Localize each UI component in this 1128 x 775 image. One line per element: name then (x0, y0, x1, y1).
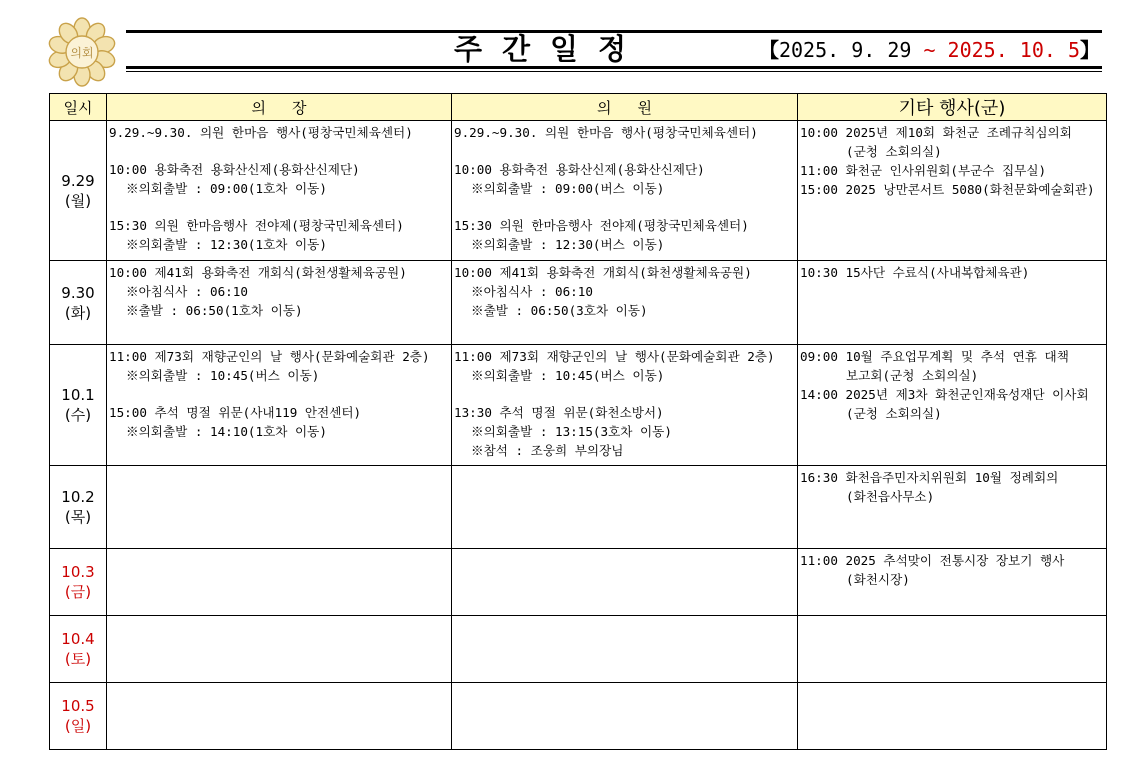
other-events-cell (798, 261, 1107, 345)
weekday-label: (화) (64, 303, 92, 322)
schedule-line: 10:00 용화축전 용화산신제(용화산신제단) (109, 162, 360, 177)
schedule-line (109, 198, 451, 216)
schedule-line: 10:00 제41회 용화축전 개회식(화천생활체육공원) (454, 265, 752, 280)
council-seal-icon (46, 16, 118, 88)
schedule-line: ※의회출발 : 09:00(1호차 이동) (126, 181, 327, 196)
schedule-line: ※아침식사 : 06:10 (471, 284, 593, 299)
schedule-body (50, 121, 1107, 750)
schedule-line: 11:00 제73회 재향군인의 날 행사(문화예술회관 2층) (109, 349, 430, 364)
table-row (50, 466, 1107, 549)
schedule-line: ※의회출발 : 13:15(3호차 이동) (471, 424, 672, 439)
seal-text: 의회 (70, 46, 94, 60)
schedule-line: 10:00 용화축전 용화산신제(용화산신제단) (454, 162, 705, 177)
chair-schedule-cell (107, 345, 452, 466)
header-row (50, 94, 1107, 121)
member-schedule-cell (452, 345, 798, 466)
date-value: 10.5 (61, 697, 95, 715)
period-end: 2025. 10. 5 (947, 38, 1080, 62)
period-close-bracket: 】 (1080, 38, 1100, 62)
member-schedule-cell (452, 466, 798, 549)
schedule-line: 09:00 10월 주요업무계획 및 추석 연휴 대책 (800, 349, 1069, 364)
member-schedule-cell (452, 616, 798, 683)
member-schedule-cell (452, 121, 798, 261)
schedule-line: 14:00 2025년 제3차 화천군인재육성재단 이사회 (800, 387, 1089, 402)
weekday-label: (금) (64, 583, 92, 601)
date-value: 10.1 (61, 386, 95, 404)
date-cell (50, 683, 107, 750)
schedule-line: ※의회출발 : 12:30(1호차 이동) (126, 237, 327, 252)
schedule-line (454, 142, 797, 160)
schedule-line: 11:00 제73회 재향군인의 날 행사(문화예술회관 2층) (454, 349, 775, 364)
schedule-line: 10:00 2025년 제10회 화천군 조례규칙심의회 (800, 125, 1072, 140)
schedule-line: ※의회출발 : 10:45(버스 이동) (126, 368, 320, 383)
schedule-line: ※출발 : 06:50(1호차 이동) (126, 303, 303, 318)
date-cell (50, 616, 107, 683)
schedule-line: 15:00 추석 명절 위문(사내119 안전센터) (109, 405, 362, 420)
schedule-line: (군청 소회의실) (846, 144, 942, 159)
weekday-label: (월) (64, 191, 92, 210)
date-cell (50, 261, 107, 345)
other-events-cell (798, 683, 1107, 750)
date-cell (50, 345, 107, 466)
column-header-member: 의원 (452, 94, 798, 121)
schedule-line (454, 385, 797, 403)
schedule-line: ※의회출발 : 10:45(버스 이동) (471, 368, 665, 383)
schedule-line: 15:00 2025 낭만콘서트 5080(화천문화예술회관) (800, 182, 1095, 197)
table-row (50, 683, 1107, 750)
schedule-line: (화천시장) (846, 572, 910, 587)
schedule-line: ※아침식사 : 06:10 (126, 284, 248, 299)
schedule-line (454, 198, 797, 216)
member-schedule-cell (452, 261, 798, 345)
other-events-cell (798, 616, 1107, 683)
schedule-line (109, 142, 451, 160)
other-events-cell (798, 466, 1107, 549)
table-row (50, 616, 1107, 683)
date-value: 10.2 (61, 488, 95, 506)
schedule-line: ※의회출발 : 09:00(버스 이동) (471, 181, 665, 196)
schedule-line: 15:30 의원 한마음행사 전야제(평창국민체육센터) (454, 218, 749, 233)
schedule-line: 보고회(군청 소회의실) (846, 368, 979, 383)
period-start: 2025. 9. 29 (778, 38, 912, 62)
weekly-schedule-table (49, 93, 1107, 750)
title-rule-bottom (126, 66, 1102, 69)
schedule-line: (화천읍사무소) (846, 489, 935, 504)
schedule-line: 11:00 2025 추석맞이 전통시장 장보기 행사 (800, 553, 1065, 568)
date-value: 10.3 (61, 563, 95, 581)
date-cell (50, 121, 107, 261)
weekday-label: (수) (64, 406, 92, 424)
chair-schedule-cell (107, 261, 452, 345)
schedule-line: ※의회출발 : 12:30(버스 이동) (471, 237, 665, 252)
chair-schedule-cell (107, 121, 452, 261)
schedule-line: 9.29.~9.30. 의원 한마음 행사(평창국민체육센터) (109, 125, 413, 140)
schedule-line: 9.29.~9.30. 의원 한마음 행사(평창국민체육센터) (454, 125, 758, 140)
period-tilde: ~ (911, 38, 948, 62)
date-value: 9.29 (61, 171, 95, 190)
other-events-cell (798, 345, 1107, 466)
schedule-line: ※출발 : 06:50(3호차 이동) (471, 303, 648, 318)
table-row (50, 345, 1107, 466)
table-row (50, 549, 1107, 616)
date-cell (50, 466, 107, 549)
chair-schedule-cell (107, 549, 452, 616)
weekday-label: (목) (64, 508, 92, 526)
chair-schedule-cell (107, 683, 452, 750)
column-header-chair: 의장 (107, 94, 452, 121)
schedule-line: (군청 소회의실) (846, 406, 942, 421)
schedule-line: 15:30 의원 한마음행사 전야제(평창국민체육센터) (109, 218, 404, 233)
column-header-date: 일시 (50, 94, 107, 121)
period-open-bracket: 【 (758, 38, 779, 62)
schedule-line: 10:00 제41회 용화축전 개회식(화천생활체육공원) (109, 265, 407, 280)
schedule-line: ※의회출발 : 14:10(1호차 이동) (126, 424, 327, 439)
chair-schedule-cell (107, 616, 452, 683)
column-header-other-events: 기타 행사(군) (798, 94, 1107, 121)
other-events-cell (798, 549, 1107, 616)
weekday-label: (토) (64, 650, 92, 668)
chair-schedule-cell (107, 466, 452, 549)
member-schedule-cell (452, 549, 798, 616)
date-value: 9.30 (61, 283, 95, 302)
date-value: 10.4 (61, 630, 95, 648)
weekday-label: (일) (64, 717, 92, 735)
schedule-line: 13:30 추석 명절 위문(화천소방서) (454, 405, 664, 420)
title-rule-bottom-thin (126, 71, 1102, 72)
date-cell (50, 549, 107, 616)
member-schedule-cell (452, 683, 798, 750)
page-title: 주간일정 (453, 32, 647, 66)
schedule-line (109, 385, 451, 403)
table-row (50, 121, 1107, 261)
schedule-line: 16:30 화천읍주민자치위원회 10월 정례회의 (800, 470, 1059, 485)
table-row (50, 261, 1107, 345)
schedule-period (759, 35, 1100, 65)
schedule-line: 11:00 화천군 인사위원회(부군수 집무실) (800, 163, 1047, 178)
other-events-cell (798, 121, 1107, 261)
schedule-line: 10:30 15사단 수료식(사내복합체육관) (800, 265, 1030, 280)
schedule-line: ※참석 : 조웅희 부의장님 (471, 443, 624, 458)
